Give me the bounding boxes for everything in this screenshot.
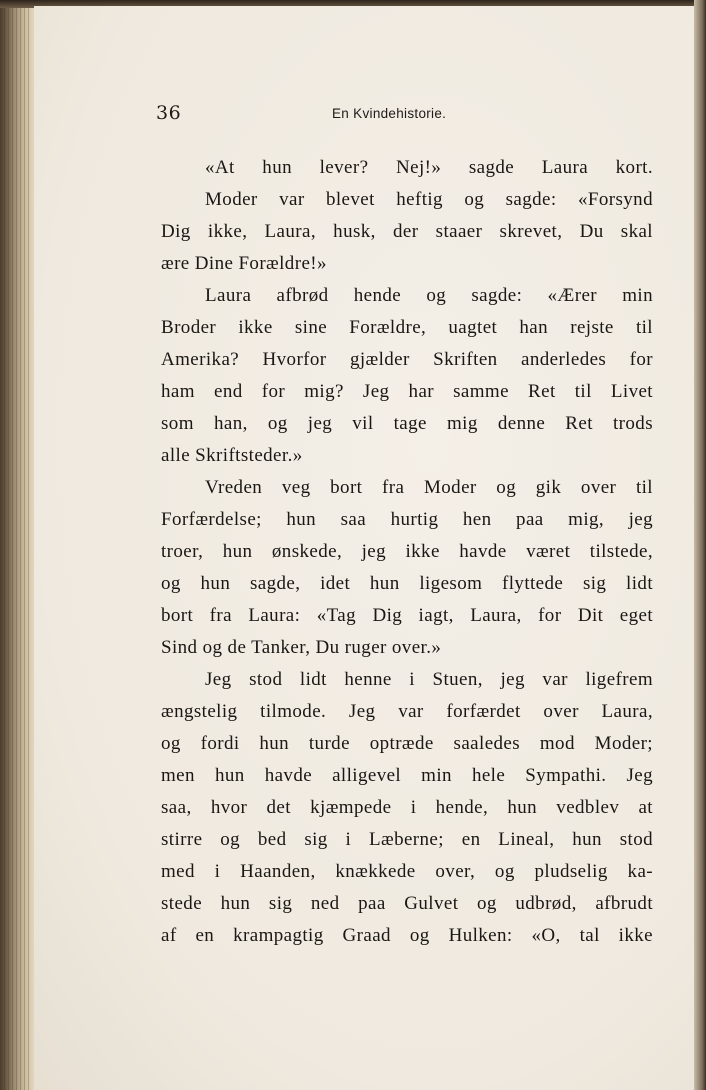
text-line: med i Haanden, knækkede over, og pludselig ka- — [161, 861, 653, 882]
text-line: saa, hvor det kjæmpede i hende, hun vedblev at — [161, 797, 653, 818]
text-line: Dig ikke, Laura, husk, der staaer skrevet, Du skal — [161, 221, 653, 242]
text-line: ham end for mig? Jeg har samme Ret til Livet — [161, 381, 653, 402]
text-line: ængstelig tilmode. Jeg var forfærdet over Laura, — [161, 701, 653, 722]
text-line: som han, og jeg vil tage mig denne Ret trods — [161, 413, 653, 434]
text-line: Jeg stod lidt henne i Stuen, jeg var ligefrem — [205, 669, 653, 690]
text-line: Sind og de Tanker, Du ruger over.» — [161, 637, 442, 658]
text-line: Forfærdelse; hun saa hurtig hen paa mig, jeg — [161, 509, 653, 530]
text-line: Amerika? Hvorfor gjælder Skriften anderledes for — [161, 349, 653, 370]
text-line: bort fra Laura: «Tag Dig iagt, Laura, for Dit eget — [161, 605, 653, 626]
running-title: En Kvindehistorie. — [332, 106, 447, 121]
text-line: men hun havde alligevel min hele Sympathi. Jeg — [161, 765, 653, 786]
running-head — [34, 102, 696, 126]
text-line: stirre og bed sig i Læberne; en Lineal, hun stod — [161, 829, 653, 850]
text-line: alle Skriftsteder.» — [161, 445, 303, 466]
text-line: troer, hun ønskede, jeg ikke havde været tilstede, — [161, 541, 653, 562]
text-line: og fordi hun turde optræde saaledes mod Moder; — [161, 733, 653, 754]
book-binding-gutter — [0, 0, 34, 1090]
text-line: stede hun sig ned paa Gulvet og udbrød, afbrudt — [161, 893, 653, 914]
text-line: Laura afbrød hende og sagde: «Ærer min — [205, 285, 653, 306]
text-line: Moder var blevet heftig og sagde: «Forsynd — [205, 189, 653, 210]
text-line: og hun sagde, idet hun ligesom flyttede sig lidt — [161, 573, 653, 594]
right-edge-shadow — [694, 0, 706, 1090]
text-line: af en krampagtig Graad og Hulken: «O, tal ikke — [161, 925, 653, 946]
page-edges-texture — [4, 0, 30, 1090]
page-number: 36 — [156, 102, 182, 124]
page-paper — [34, 6, 696, 1090]
text-line: Broder ikke sine Forældre, uagtet han rejste til — [161, 317, 653, 338]
text-line: Vreden veg bort fra Moder og gik over til — [205, 477, 653, 498]
body-text — [161, 152, 653, 952]
text-line: ære Dine Forældre!» — [161, 253, 327, 274]
text-line: «At hun lever? Nej!» sagde Laura kort. — [205, 157, 653, 178]
